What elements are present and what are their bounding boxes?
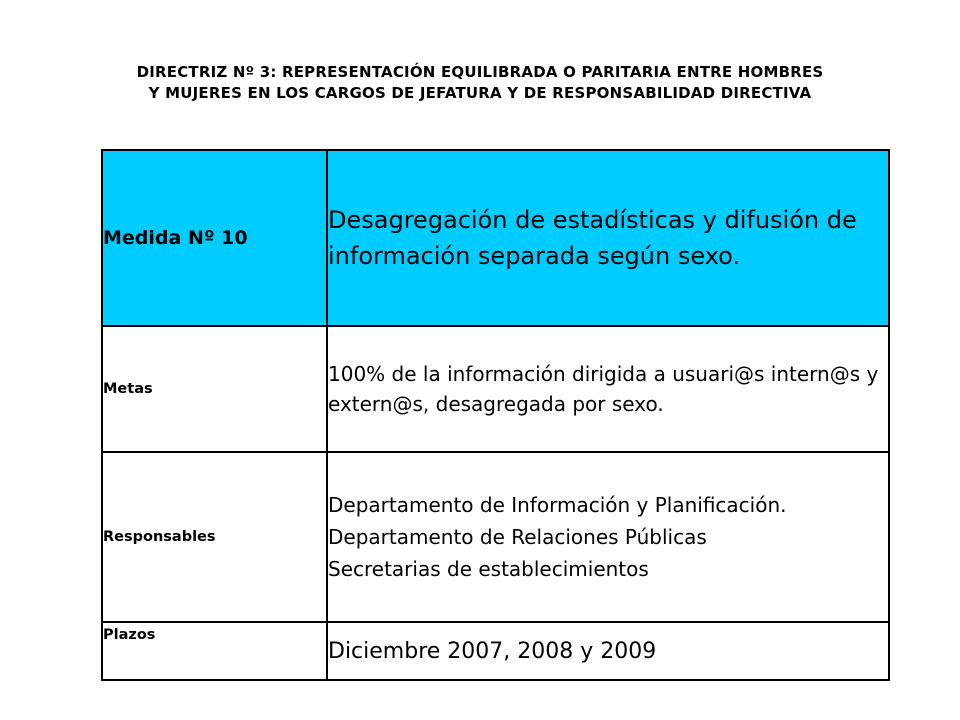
metas-row [102,326,889,452]
responsable-item: Departamento de Relaciones Públicas [328,525,707,549]
plazos-row [102,622,889,680]
responsable-item: Departamento de Información y Planificación. [328,493,787,517]
measure-header-row [102,150,889,326]
responsables-row [102,452,889,622]
measure-title: Desagregación de estadísticas y difusión de información separada según sexo. [327,150,889,326]
responsable-item: Secretarias de establecimientos [328,557,649,581]
metas-value: 100% de la información dirigida a usuari@s intern@s y extern@s, desagregada por sexo. [327,326,889,452]
responsables-value [327,452,889,622]
measure-number-label: Medida Nº 10 [102,150,327,326]
plazos-value: Diciembre 2007, 2008 y 2009 [327,622,889,680]
responsables-label: Responsables [102,452,327,622]
page-title [40,62,920,104]
page-title-line-1: DIRECTRIZ Nº 3: REPRESENTACIÓN EQUILIBRADA O PARITARIA ENTRE HOMBRES [136,63,824,81]
metas-label: Metas [102,326,327,452]
measure-table [101,149,890,681]
plazos-label: Plazos [102,622,327,680]
page-title-line-2: Y MUJERES EN LOS CARGOS DE JEFATURA Y DE RESPONSABILIDAD DIRECTIVA [148,84,812,102]
